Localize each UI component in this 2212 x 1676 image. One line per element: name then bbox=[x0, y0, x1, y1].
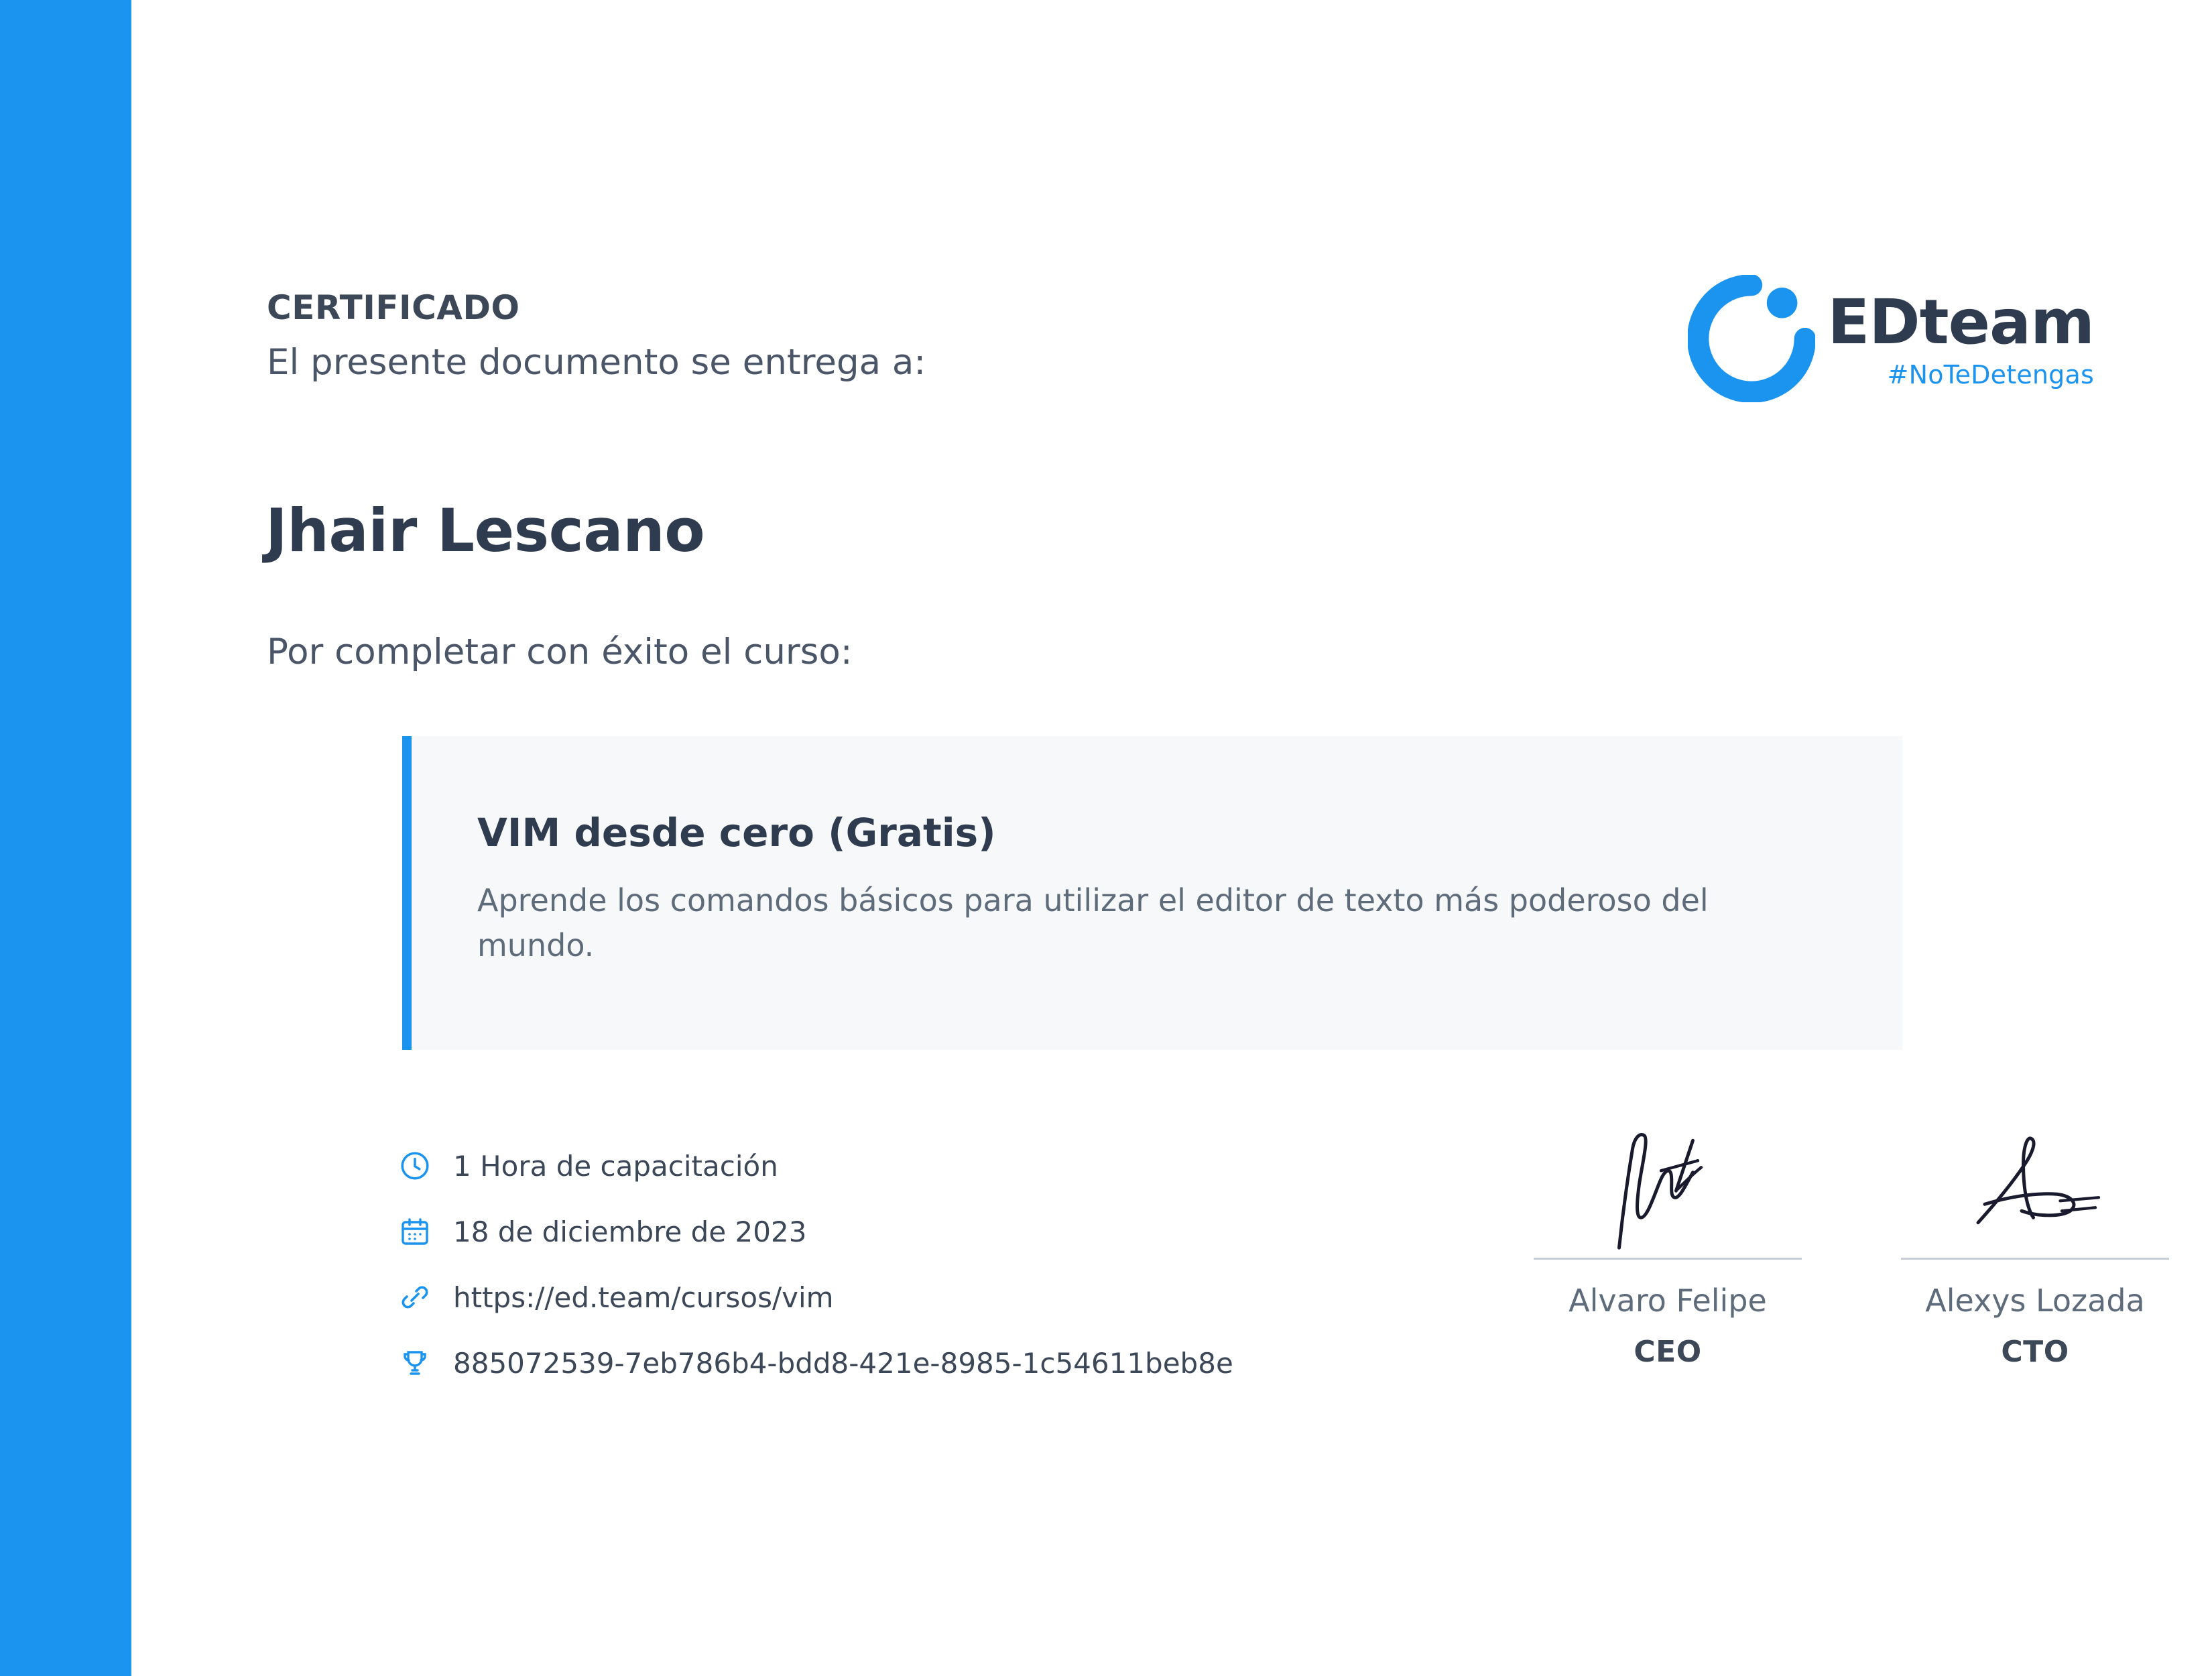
signature-name-cto: Alexys Lozada bbox=[1925, 1282, 2145, 1319]
signature-alvaro-felipe bbox=[1534, 1099, 1802, 1254]
signature-role-ceo: CEO bbox=[1634, 1335, 1702, 1369]
completion-line: Por completar con éxito el curso: bbox=[267, 632, 853, 672]
certificate-meta-list bbox=[397, 1133, 1233, 1396]
meta-text-url[interactable]: https://ed.team/cursos/vim bbox=[453, 1280, 834, 1314]
meta-text-duration: 1 Hora de capacitación bbox=[453, 1149, 778, 1183]
certificate-body bbox=[131, 0, 2212, 1676]
signature-alexys-lozada bbox=[1901, 1099, 2169, 1254]
course-card bbox=[402, 736, 1902, 1050]
trophy-icon bbox=[397, 1345, 433, 1381]
left-accent-bar bbox=[0, 0, 131, 1676]
meta-text-code: 885072539-7eb786b4-bdd8-421e-8985-1c54611beb8e bbox=[453, 1346, 1233, 1380]
calendar-icon bbox=[397, 1213, 433, 1250]
meta-row-duration bbox=[397, 1133, 1233, 1199]
recipient-name: Jhair Lescano bbox=[265, 496, 705, 565]
edteam-circle-icon bbox=[1688, 275, 1815, 402]
signature-role-cto: CTO bbox=[2001, 1335, 2069, 1369]
certificate-subtitle: El presente documento se entrega a: bbox=[267, 342, 926, 383]
edteam-logo bbox=[1688, 275, 2094, 402]
signature-line bbox=[1534, 1258, 1802, 1260]
edteam-logo-text: EDteam bbox=[1827, 286, 2094, 358]
course-description: Aprende los comandos básicos para utilizar el editor de texto más poderoso del mundo. bbox=[477, 882, 1709, 963]
certificate-label: CERTIFICADO bbox=[267, 288, 520, 327]
link-icon bbox=[397, 1279, 433, 1315]
meta-row-url[interactable] bbox=[397, 1264, 1233, 1330]
meta-row-code bbox=[397, 1330, 1233, 1396]
clock-icon bbox=[397, 1148, 433, 1184]
meta-text-date: 18 de diciembre de 2023 bbox=[453, 1215, 807, 1248]
signature-block-cto bbox=[1901, 1099, 2169, 1369]
edteam-tagline: #NoTeDetengas bbox=[1887, 360, 2094, 390]
course-title: VIM desde cero (Gratis) bbox=[477, 810, 996, 855]
signature-line bbox=[1901, 1258, 2169, 1260]
signature-block-ceo bbox=[1534, 1099, 1802, 1369]
signature-name-ceo: Alvaro Felipe bbox=[1569, 1282, 1767, 1319]
certificate-header bbox=[267, 290, 1473, 383]
meta-row-date bbox=[397, 1199, 1233, 1264]
